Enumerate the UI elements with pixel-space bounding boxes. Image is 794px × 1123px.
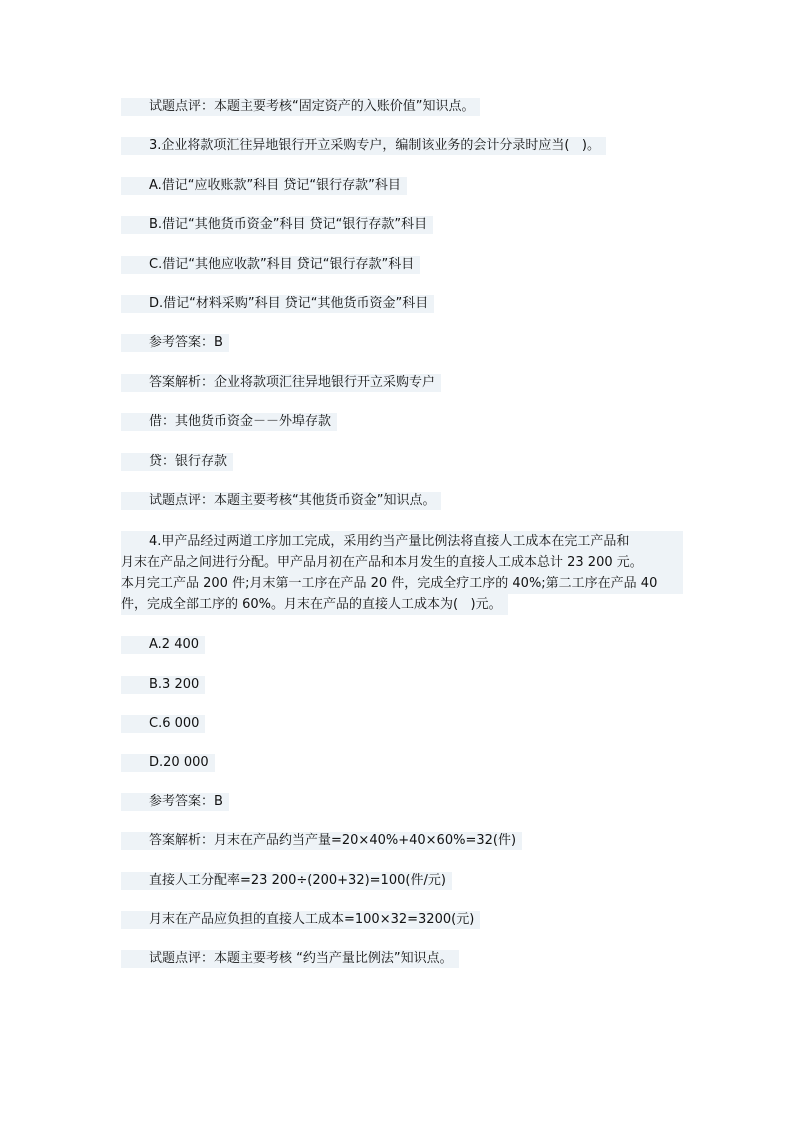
q3-review-text: 试题点评：本题主要考核“其他货币资金”知识点。 (121, 492, 441, 510)
q3-option-b: B.借记“其他货币资金”科目 贷记“银行存款”科目 (121, 216, 433, 234)
q4-review-text: 试题点评：本题主要考核 “约当产量比例法”知识点。 (121, 950, 459, 968)
q4-question-line-2: 月末在产品之间进行分配。甲产品月初在产品和本月发生的直接人工成本总计 23 200 元。 (121, 552, 683, 573)
q4-option-a: A.2 400 (121, 636, 205, 654)
q4-question-block (121, 531, 683, 615)
q3-option-c: C.借记“其他应收款”科目 贷记“银行存款”科目 (121, 256, 420, 274)
q3-option-a: A.借记“应收账款”科目 贷记“银行存款”科目 (121, 177, 407, 195)
q4-question-line-1: 4.甲产品经过两道工序加工完成，采用约当产量比例法将直接人工成本在完工产品和 (121, 531, 683, 552)
q3-answer: 参考答案：B (121, 334, 229, 352)
q3-debit-entry: 借：其他货币资金－－外埠存款 (121, 413, 337, 431)
q3-option-d: D.借记“材料采购”科目 贷记“其他货币资金”科目 (121, 295, 434, 313)
q4-question-line-4: 件，完成全部工序的 60%。月末在产品的直接人工成本为( )元。 (121, 594, 508, 615)
q4-allocation-rate: 直接人工分配率=23 200÷(200+32)=100(件/元) (121, 872, 452, 890)
q2-review-text: 试题点评：本题主要考核“固定资产的入账价值”知识点。 (121, 98, 480, 116)
q4-option-b: B.3 200 (121, 676, 205, 694)
q3-question-text: 3.企业将款项汇往异地银行开立采购专户，编制该业务的会计分录时应当( )。 (121, 137, 606, 155)
q4-option-c: C.6 000 (121, 715, 205, 733)
q4-question-line-3: 本月完工产品 200 件;月末第一工序在产品 20 件，完成全疗工序的 40%;第二工序在产品 40 (121, 573, 683, 594)
q3-credit-entry: 贷：银行存款 (121, 453, 233, 471)
q3-analysis: 答案解析：企业将款项汇往异地银行开立采购专户 (121, 374, 441, 392)
q4-analysis: 答案解析：月末在产品约当产量=20×40%+40×60%=32(件) (121, 832, 522, 850)
q4-option-d: D.20 000 (121, 754, 215, 772)
q4-wip-cost: 月末在产品应负担的直接人工成本=100×32=3200(元) (121, 911, 480, 929)
q4-answer: 参考答案：B (121, 793, 229, 811)
